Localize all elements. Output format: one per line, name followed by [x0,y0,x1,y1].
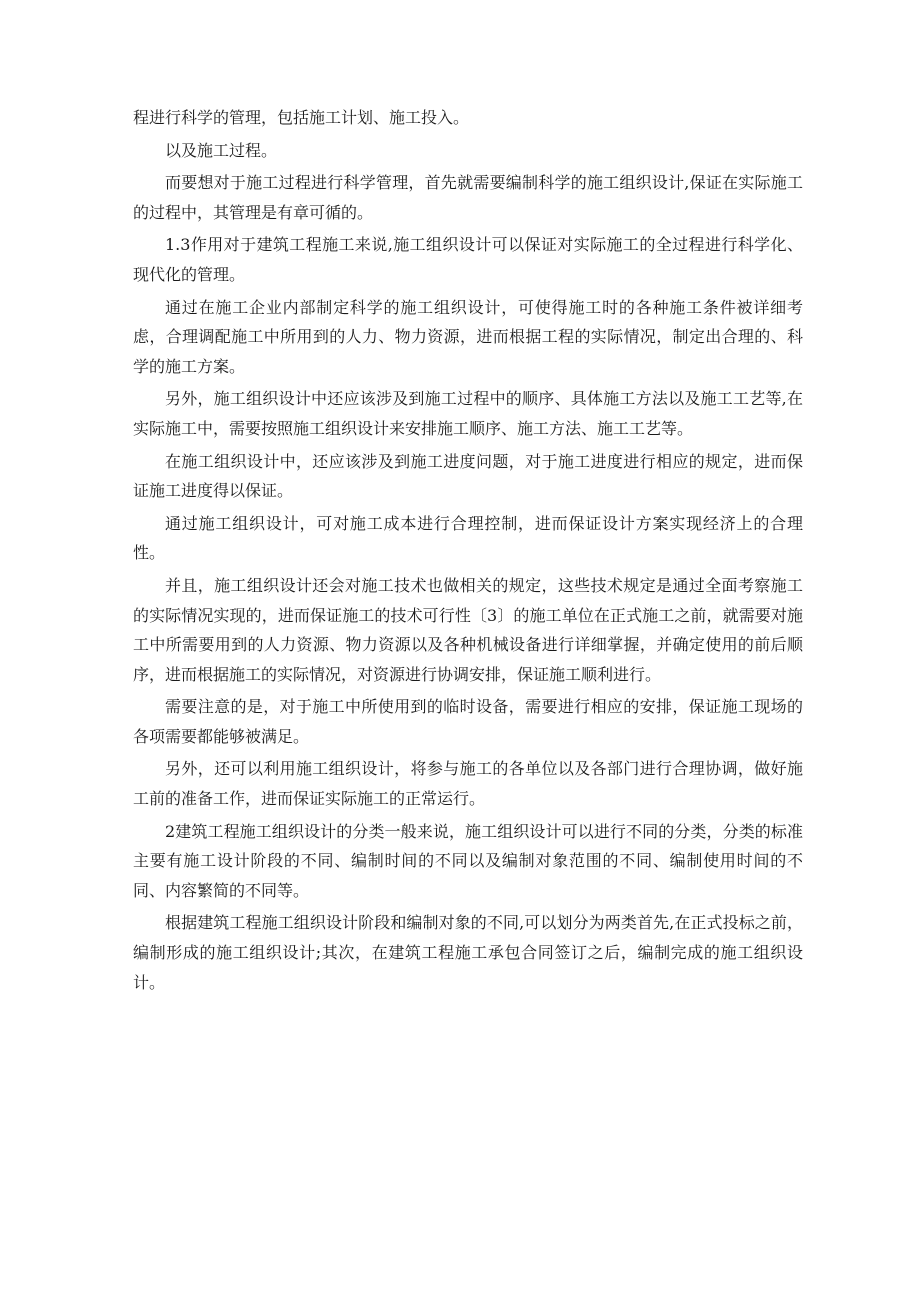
paragraph-2: 以及施工过程。 [165,140,278,160]
paragraph-12: 2建筑工程施工组织设计的分类一般来说，施工组织设计可以进行不同的分类，分类的标准主要有施工设计阶段的不同、编制时间的不同以及编制对象范围的不同、编制使用时间的不同、内容繁简的不同等。 [133,821,803,900]
paragraph-5: 通过在施工企业内部制定科学的施工组织设计，可使得施工时的各种施工条件被详细考虑，合理调配施工中所用到的人力、物力资源，进而根据工程的实际情况，制定出合理的、科学的施工方案。 [133,297,803,376]
paragraph-7: 在施工组织设计中，还应该涉及到施工进度问题，对于施工进度进行相应的规定，进而保证施工进度得以保证。 [133,451,803,501]
paragraph-10: 需要注意的是，对于施工中所使用到的临时设备，需要进行相应的安排，保证施工现场的各项需要都能够被满足。 [133,697,803,746]
paragraph-6: 另外，施工组织设计中还应该涉及到施工过程中的顺序、具体施工方法以及施工工艺等,在实际施工中，需要按照施工组织设计来安排施工顺序、施工方法、施工工艺等。 [133,389,803,438]
paragraph-3: 而要想对于施工过程进行科学管理，首先就需要编制科学的施工组织设计,保证在实际施工的过程中，其管理是有章可循的。 [133,173,803,222]
paragraph-13: 根据建筑工程施工组织设计阶段和编制对象的不同,可以划分为两类首先,在正式投标之前，编制形成的施工组织设计;其次，在建筑工程施工承包合同签订之后，编制完成的施工组织设计。 [133,913,803,992]
paragraph-11: 另外，还可以利用施工组织设计，将参与施工的各单位以及各部门进行合理协调，做好施工前的准备工作，进而保证实际施工的正常运行。 [133,759,803,809]
paragraph-8: 通过施工组织设计，可对施工成本进行合理控制，进而保证设计方案实现经济上的合理性。 [133,513,803,563]
paragraph-1: 程进行科学的管理，包括施工计划、施工投入。 [133,108,470,127]
document-body [133,103,803,1000]
paragraph-4: 1.3作用对于建筑工程施工来说,施工组织设计可以保证对实际施工的全过程进行科学化、现代化的管理。 [133,235,803,284]
paragraph-9: 并且，施工组织设计还会对施工技术也做相关的规定，这些技术规定是通过全面考察施工的实际情况实现的，进而保证施工的技术可行性〔3〕的施工单位在正式施工之前，就需要对施工中所需要用到的人力资源、物力资源以及各种机械设备进行详细掌握，并确定使用的前后顺序，进而根据施工的实际情况，对资源进行协调安排，保证施工顺利进行。 [133,575,803,684]
